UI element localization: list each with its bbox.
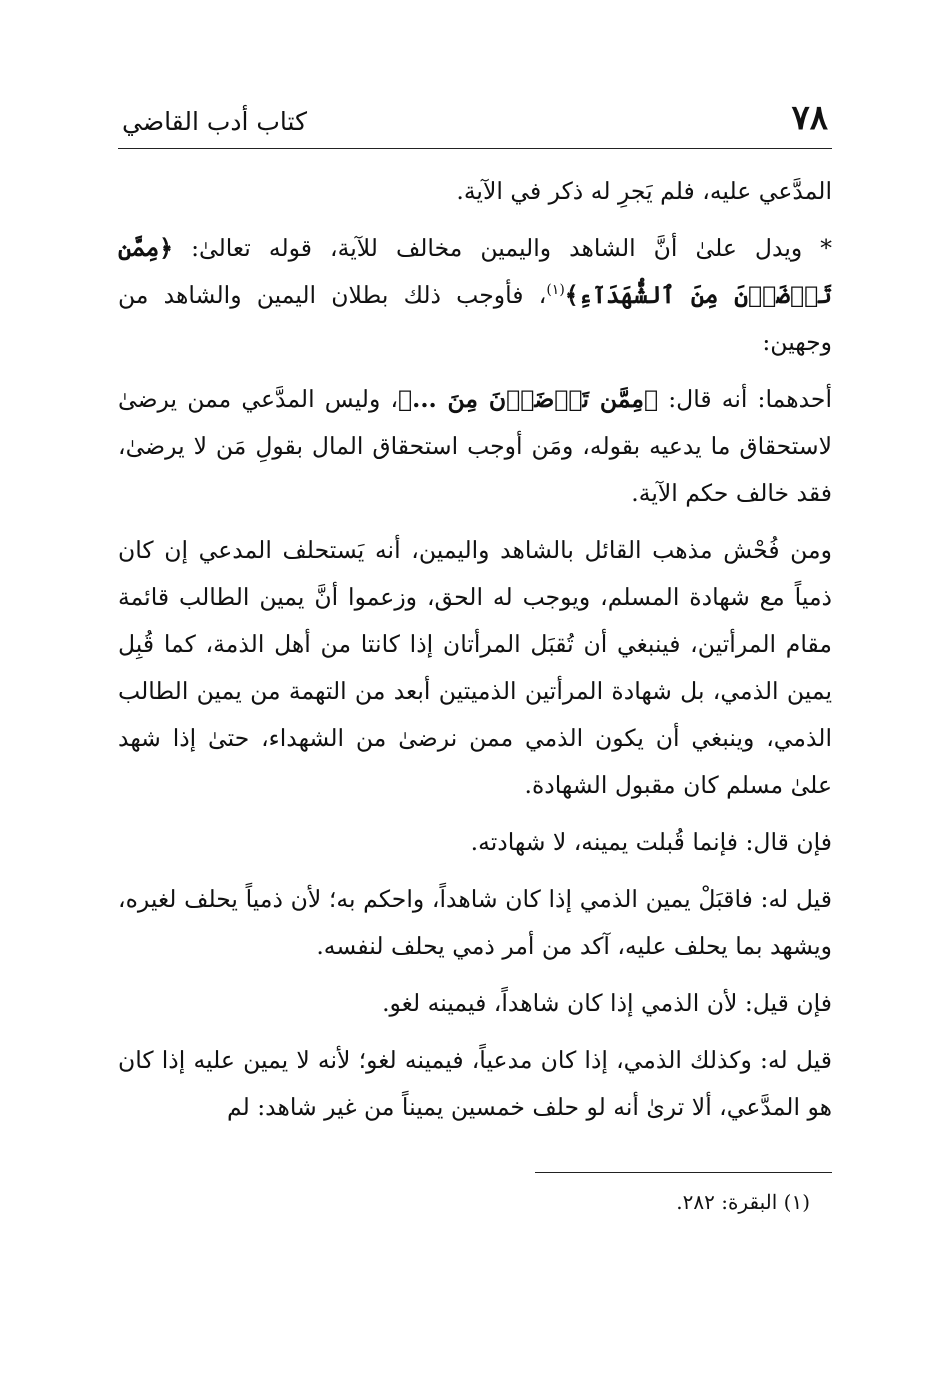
page-header [118, 96, 832, 149]
paragraph: فإن قال: فإنما قُبلت يمينه، لا شهادته. [470, 828, 832, 856]
paragraph-intro: أحدهما: أنه قال: [658, 385, 832, 413]
paragraph [118, 376, 832, 517]
quran-verse: ﴿مِمَّن تَرۡضَوۡنَ مِنَ ٱلشُّهَدَآءِ﴾ [118, 234, 832, 309]
paragraph-rest: ، وليس المدَّعي ممن يرضىٰ لاستحقاق ما يدعيه بقوله، ومَن أوجب استحقاق المال بقولِ مَن لا يرضىٰ، فقد خالف حكم الآية. [118, 385, 832, 507]
running-title: كتاب أدب القاضي [122, 107, 307, 136]
paragraph [118, 225, 832, 366]
main-text [118, 168, 832, 1141]
paragraph: فإن قيل: لأن الذمي إذا كان شاهداً، فيمينه لغو. [382, 989, 832, 1017]
footnote-reference: (١) [546, 282, 565, 299]
quran-verse: ﴿مِمَّن تَرۡضَوۡنَ مِنَ ...﴾ [398, 385, 659, 413]
paragraph: المدَّعي عليه، فلم يَجرِ له ذكر في الآية. [456, 177, 832, 205]
paragraph-intro: * ويدل علىٰ أنَّ الشاهد واليمين مخالف للآية، قوله تعالىٰ: [173, 234, 832, 262]
page-number: ٧٨ [791, 98, 828, 138]
footnote: (١) البقرة: ٢٨٢. [676, 1190, 810, 1214]
paragraph-rest: ، فأوجب ذلك بطلان اليمين والشاهد من وجهين: [118, 281, 832, 356]
footnote-divider [535, 1172, 832, 1173]
paragraph: ومن فُحْش مذهب القائل بالشاهد واليمين، أنه يَستحلف المدعي إن كان ذمياً مع شهادة المسلم، ويوجب له الحق، وزعموا أنَّ يمين الطالب قائمة مقام المرأتين، فينبغي أن تُقبَل المرأتان إذا كانتا من أهل الذمة، كما قُبِل يمين الذمي، بل شهادة المرأتين الذميتين أبعد من التهمة من يمين الطالب الذمي، وينبغي أن يكون الذمي ممن نرضىٰ من الشهداء، حتىٰ إذا شهد علىٰ مسلم كان مقبول الشهادة. [118, 536, 832, 799]
paragraph: قيل له: وكذلك الذمي، إذا كان مدعياً، فيمينه لغو؛ لأنه لا يمين عليه إذا كان هو المدَّعي، ألا ترىٰ أنه لو حلف خمسين يميناً من غير شاهد: لم [118, 1046, 832, 1121]
paragraph: قيل له: فاقبَلْ يمين الذمي إذا كان شاهداً، واحكم به؛ لأن ذمياً يحلف لغيره، ويشهد بما يحلف عليه، آكد من أمر ذمي يحلف لنفسه. [118, 885, 832, 960]
